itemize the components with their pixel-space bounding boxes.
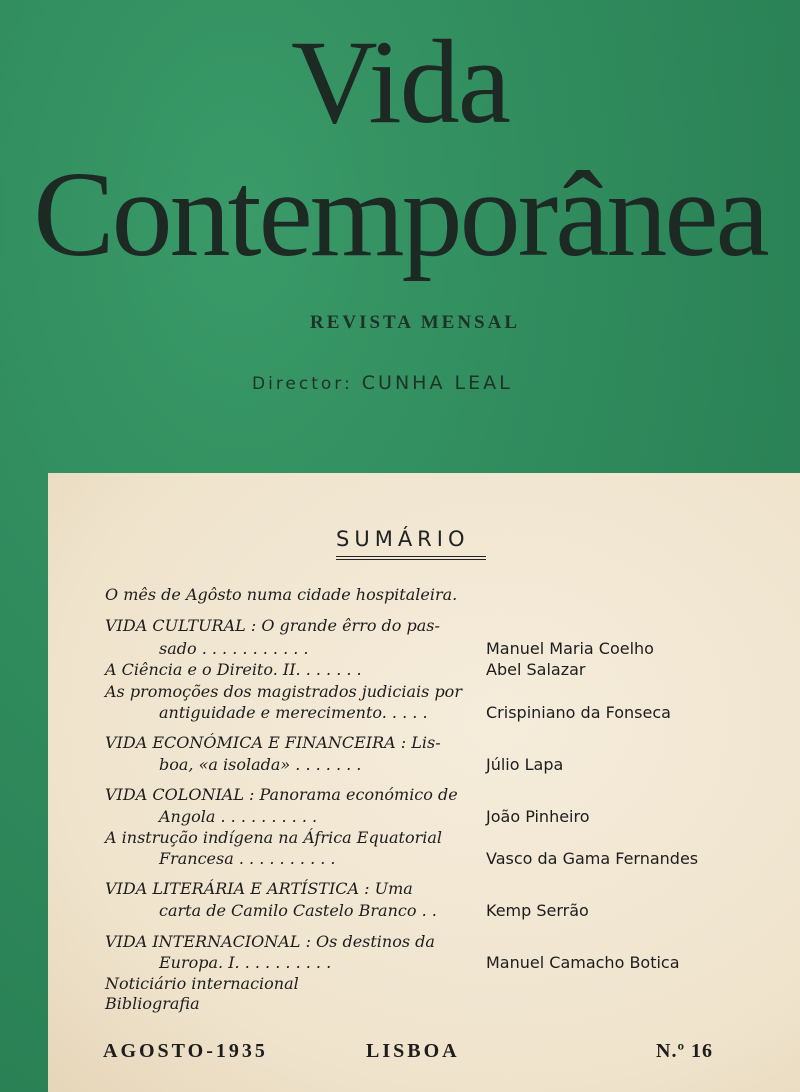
toc-line: boa, «a isolada» . . . . . . .	[159, 755, 362, 774]
toc-author: João Pinheiro	[486, 807, 590, 826]
toc-line: VIDA INTERNACIONAL : Os destinos da	[105, 932, 435, 951]
issue-city: LISBOA	[366, 1040, 460, 1062]
toc-line: Francesa . . . . . . . . . .	[159, 849, 336, 868]
magazine-title-line1: Vida	[290, 15, 510, 148]
toc-line: Europa. I. . . . . . . . . .	[159, 953, 332, 972]
toc-line: VIDA ECONÓMICA E FINANCEIRA : Lis-	[105, 733, 441, 752]
toc-line: A instrução indígena na África Equatorial	[105, 828, 443, 847]
toc-author: Crispiniano da Fonseca	[486, 703, 671, 722]
toc-line: Bibliografia	[105, 994, 200, 1013]
toc-line: VIDA CULTURAL : O grande êrro do pas-	[105, 616, 440, 635]
director-line	[252, 372, 513, 394]
toc-line: Noticiário internacional	[105, 974, 299, 993]
issue-number: N.º 16	[656, 1040, 714, 1062]
issue-date: AGOSTO-1935	[103, 1040, 268, 1062]
toc-author: Kemp Serrão	[486, 901, 589, 920]
toc-line: As promoções dos magistrados judiciais por	[105, 682, 462, 701]
toc-line: A Ciência e o Direito. II. . . . . . .	[105, 660, 362, 679]
toc-line: carta de Camilo Castelo Branco . .	[159, 901, 437, 920]
toc-line: O mês de Agôsto numa cidade hospitaleira.	[105, 585, 458, 604]
director-name: CUNHA LEAL	[361, 372, 513, 394]
toc-line: VIDA COLONIAL : Panorama económico de	[105, 785, 458, 804]
contents-heading: SUMÁRIO	[336, 527, 486, 560]
subtitle: REVISTA MENSAL	[309, 312, 521, 333]
toc-author: Abel Salazar	[486, 660, 586, 679]
toc-line: antiguidade e merecimento. . . . .	[159, 703, 428, 722]
toc-author: Júlio Lapa	[486, 755, 564, 774]
magazine-title-line2: Contemporânea	[33, 147, 767, 282]
toc-line: Angola . . . . . . . . . .	[159, 807, 318, 826]
toc-line: VIDA LITERÁRIA E ARTÍSTICA : Uma	[105, 879, 413, 898]
toc-author: Manuel Camacho Botica	[486, 953, 680, 972]
director-label: Director:	[252, 374, 353, 394]
toc-line: sado . . . . . . . . . . .	[159, 639, 309, 658]
toc-author: Vasco da Gama Fernandes	[486, 849, 699, 868]
toc-author: Manuel Maria Coelho	[486, 639, 654, 658]
